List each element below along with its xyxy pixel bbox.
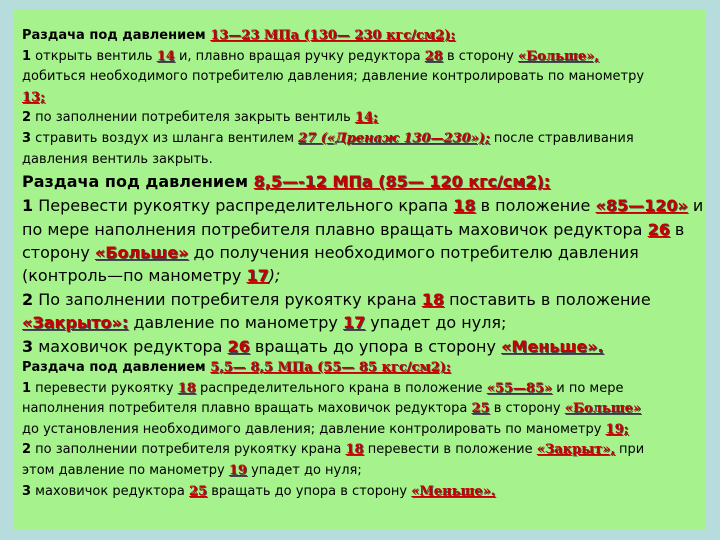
position-reference: «Больше» [564,401,641,417]
step-number: 2 [22,442,32,458]
part-reference: 17 [246,266,269,286]
position-reference: «85—120» [595,196,688,216]
heading-pressure-value: 8,5—-12 МПа (85— 120 кгс/см2): [253,172,551,192]
instruction-text: открыть вентиль [31,48,157,64]
instruction-text: и, плавно вращая ручку редуктора [174,48,425,64]
instruction-text: в сторону [442,48,518,64]
instruction-line [22,482,698,503]
step-number: 3 [22,130,32,146]
part-reference: 27 («Дренаж 130—230»); [298,130,490,146]
instruction-text: упадет до нуля; [365,313,507,333]
step-number: 3 [22,483,32,499]
heading-text: Раздача под давлением [22,28,211,43]
instruction-text: (контроль—по манометру [22,266,247,286]
part-reference: 26 [227,336,250,356]
heading-pressure-value: 5,5— 8,5 МПа (55— 85 кгс/см2): [210,360,451,375]
instruction-text: этом давление по манометру [22,462,229,478]
instruction-line [22,311,698,334]
instruction-line [22,67,698,88]
instruction-text: при [614,442,645,458]
heading-text: Раздача под давлением [22,172,254,192]
part-reference: 19; [605,421,629,437]
instruction-text: в положение [475,196,596,216]
instruction-line [22,288,698,311]
instruction-text: и [687,196,704,216]
instruction-line [22,88,698,109]
instruction-line [22,129,698,150]
step-number: 2 [22,110,32,126]
instruction-line [22,264,698,287]
part-reference: 13; [22,89,45,105]
part-reference: 14 [156,48,175,64]
instruction-text: давления вентиль закрыть. [22,151,213,167]
step-number: 1 [22,196,34,216]
section-heading [22,170,698,194]
instruction-text: после стравливания [489,130,634,146]
instruction-text: до установления необходимого давления; давление контролировать по манометру [22,421,606,437]
instruction-text: вращать до упора в сторону [207,483,412,499]
instruction-text: распределительного крана в положение [195,380,487,396]
instruction-text: вращать до упора в сторону [249,336,502,356]
step-number: 3 [22,336,34,356]
section-low-pressure [22,358,698,502]
instruction-line [22,440,698,461]
instruction-line [22,399,698,420]
position-reference: «Закрыто»: [22,313,129,333]
heading-text: Раздача под давлением [22,360,211,375]
instruction-text: по заполнении потребителя закрыть вентиль [31,110,355,126]
step-number: 2 [22,289,34,309]
section-medium-pressure [22,170,704,358]
part-reference: 18 [421,289,444,309]
instruction-text: стравить воздух из шланга вентилем [31,130,299,146]
instruction-line [22,194,704,217]
instruction-text: по мере наполнения потребителя плавно вращать маховичок редуктора [22,219,648,239]
part-reference: 19 [228,462,247,478]
instruction-text: по заполнении потребителя рукоятку крана [31,442,346,458]
instruction-text: давление по манометру [128,313,343,333]
part-reference: 17 [342,313,366,333]
position-reference: «55—85» [486,380,553,396]
instruction-text: По заполнении потребителя рукоятку крана [33,289,422,309]
instruction-text: перевести рукоятку [31,380,178,396]
instruction-text: поставить в положение [444,289,651,309]
position-reference: «Больше», [517,48,599,64]
part-reference: 28 [424,48,443,64]
instruction-text: сторону [22,242,95,262]
instruction-line [22,150,698,171]
part-reference: 26 [647,219,670,239]
section-high-pressure [22,26,698,170]
part-reference: 18 [345,442,364,458]
instruction-line [22,47,698,68]
instruction-text: ); [268,266,281,286]
instruction-text: в сторону [489,401,565,417]
instruction-line [22,420,698,441]
instruction-text: до получения необходимого потребителю давления [188,242,639,262]
position-reference: «Меньше». [501,336,604,356]
slide-content [14,10,706,530]
instruction-line [22,241,698,264]
step-number: 1 [22,380,32,396]
instruction-text: маховичок редуктора [33,336,228,356]
instruction-text: перевести в положение [363,442,537,458]
part-reference: 25 [471,401,490,417]
section-heading [22,358,698,379]
instruction-text: Перевести рукоятку распределительного крапа [33,196,454,216]
instruction-text: маховичок редуктора [31,483,189,499]
instruction-line [22,108,698,129]
position-reference: «Меньше». [411,483,496,499]
instruction-line [22,218,698,241]
instruction-text: добиться необходимого потребителю давления; давление контролировать по манометру [22,69,645,85]
part-reference: 18 [453,196,476,216]
section-heading [22,26,698,47]
part-reference: 14; [354,110,378,126]
part-reference: 25 [189,483,208,499]
part-reference: 18 [177,380,196,396]
position-reference: «Закрыт», [536,442,615,458]
instruction-text: наполнения потребителя плавно вращать маховичок редуктора [22,401,472,417]
instruction-line [22,335,698,358]
instruction-line [22,461,698,482]
instruction-text: в [669,219,685,239]
instruction-text: упадет до нуля; [246,462,362,478]
position-reference: «Больше» [94,242,189,262]
step-number: 1 [22,48,32,64]
instruction-text: и по мере [552,380,624,396]
instruction-line [22,379,698,400]
heading-pressure-value: 13—23 МПа (130— 230 кгс/см2): [210,28,456,43]
